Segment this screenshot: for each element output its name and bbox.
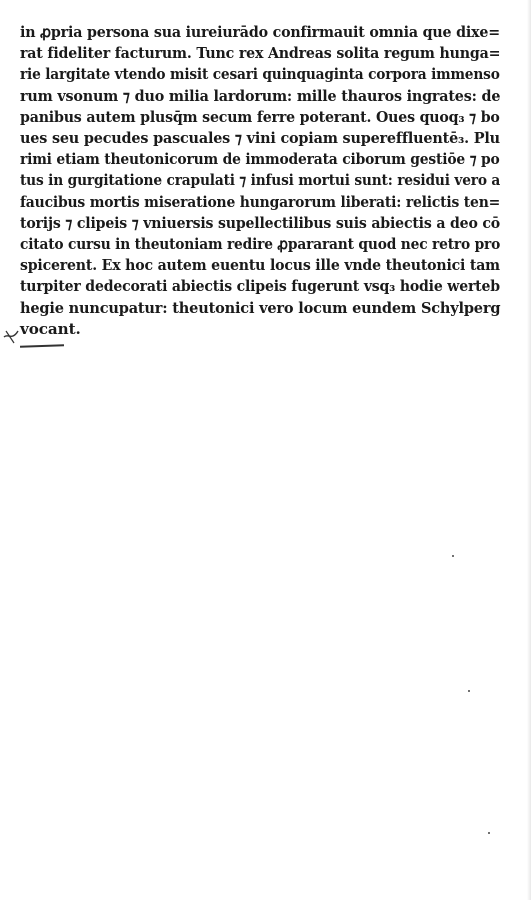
ink-speck [452, 555, 454, 557]
text-line: citato cursu in theutoniam redire ꝓpararant quod nec retro pro [20, 235, 501, 254]
body-text [20, 22, 500, 340]
text-line: ues seu pecudes pascuales ⁊ vini copiam supereffluentē₃. Plu [20, 129, 500, 148]
text-line: rum vsonum ⁊ duo milia lardorum: mille thauros ingrates: de [20, 86, 501, 105]
text-line: panibus autem plusq̄m secum ferre poterant. Oues quoq₃ ⁊ bo [20, 107, 500, 126]
text-line: faucibus mortis miseratione hungarorum liberati: relictis ten= [20, 192, 501, 211]
text-line: spicerent. Ex hoc autem euentu locus ille vnde theutonici tam [20, 256, 500, 275]
page-edge-shadow [527, 0, 531, 900]
ink-speck [488, 832, 490, 834]
handwritten-underline [20, 344, 64, 348]
ink-speck [468, 690, 470, 692]
text-line: rie largitate vtendo misit cesari quinquaginta corpora immenso [20, 65, 500, 84]
text-line: in ꝓpria persona sua iureiurādo confirmauit omnia que dixe= [20, 23, 500, 41]
text-line: turpiter dedecorati abiectis clipeis fugerunt vsq₃ hodie werteb [20, 277, 500, 296]
handwritten-margin-mark-icon [2, 325, 22, 345]
text-line: tus in gurgitatione crapulati ⁊ infusi mortui sunt: residui vero a [20, 171, 501, 190]
text-line: hegie nuncupatur: theutonici vero locum eundem Schylperg [20, 298, 501, 317]
text-line: torijs ⁊ clipeis ⁊ vniuersis supellectilibus suis abiectis a deo cō [20, 213, 501, 232]
text-line: vocant. [20, 319, 81, 338]
text-line: rimi etiam theutonicorum de immoderata ciborum gestiōe ⁊ po [20, 150, 500, 169]
text-line: rat fideliter facturum. Tunc rex Andreas solita regum hunga= [20, 44, 501, 63]
